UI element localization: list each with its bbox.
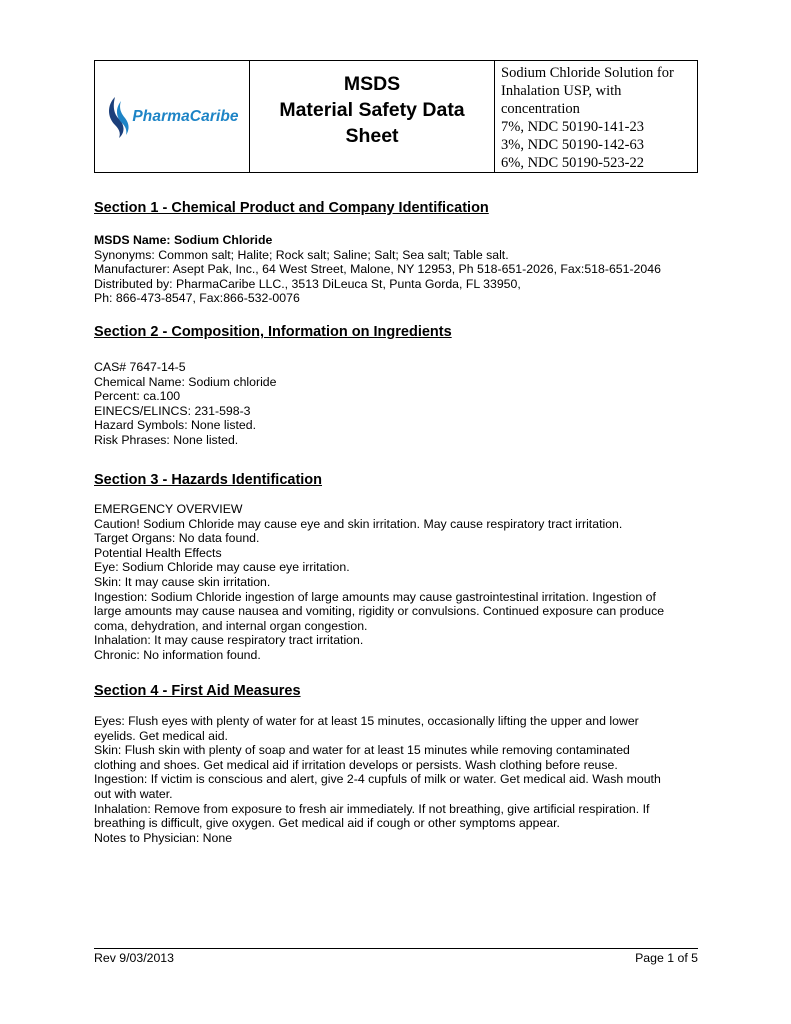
revision-date: Rev 9/03/2013	[94, 951, 174, 965]
logo-text: PharmaCaribe	[132, 107, 239, 125]
section-3-line: Chronic: No information found.	[94, 647, 261, 662]
section-1-body	[94, 233, 704, 306]
product-line: 6%, NDC 50190-523-22	[501, 155, 644, 171]
title-line-2: Material Safety Data	[279, 98, 465, 121]
product-line: Sodium Chloride Solution for	[501, 65, 674, 81]
section-1-line: Distributed by: PharmaCaribe LLC., 3513 DiLeuca St, Punta Gorda, FL 33950,	[94, 276, 521, 291]
section-3-heading: Section 3 - Hazards Identification	[94, 472, 323, 488]
section-3-line: Caution! Sodium Chloride may cause eye and skin irritation. May cause respiratory tract irritation.	[94, 516, 623, 531]
section-1-line: Synonyms: Common salt; Halite; Rock salt; Saline; Salt; Sea salt; Table salt.	[94, 247, 509, 262]
section-4-line: eyelids. Get medical aid.	[94, 728, 228, 743]
page-footer	[94, 948, 698, 965]
section-2-body	[94, 360, 704, 448]
product-cell	[495, 61, 697, 172]
section-1-line: Ph: 866-473-8547, Fax:866-532-0076	[94, 291, 300, 306]
section-3-line: Target Organs: No data found.	[94, 531, 260, 546]
section-2-heading: Section 2 - Composition, Information on Ingredients	[94, 324, 452, 340]
section-1-line: Manufacturer: Asept Pak, Inc., 64 West Street, Malone, NY 12953, Ph 518-651-2026, Fax:518-651-2046	[94, 262, 661, 277]
section-2-line: CAS# 7647-14-5	[94, 360, 186, 374]
section-2-line: Chemical Name: Sodium chloride	[94, 374, 277, 389]
section-3-line: coma, dehydration, and internal organ congestion.	[94, 618, 368, 633]
page-number: Page 1 of 5	[635, 951, 698, 965]
title-line-1: MSDS	[343, 72, 401, 95]
section-3-line: Potential Health Effects	[94, 545, 222, 560]
section-2-line: EINECS/ELINCS: 231-598-3	[94, 403, 251, 418]
section-4-line: Inhalation: Remove from exposure to fresh air immediately. If not breathing, give artificial respiration. If	[94, 801, 650, 816]
product-line: concentration	[501, 101, 580, 117]
section-3-line: Inhalation: It may cause respiratory tract irritation.	[94, 633, 364, 648]
section-4-heading: Section 4 - First Aid Measures	[94, 683, 301, 699]
wave-logo-icon	[105, 95, 131, 139]
product-line: Inhalation USP, with	[501, 83, 622, 99]
msds-name: MSDS Name: Sodium Chloride	[94, 233, 273, 247]
product-line: 3%, NDC 50190-142-63	[501, 137, 644, 153]
logo-cell	[95, 61, 250, 172]
section-3-line: Ingestion: Sodium Chloride ingestion of large amounts may cause gastrointestinal irritation. Ingestion of	[94, 589, 656, 604]
section-3-body	[94, 502, 704, 663]
title-line-3: Sheet	[345, 124, 399, 147]
section-4-line: out with water.	[94, 786, 173, 801]
section-4-line: Skin: Flush skin with plenty of soap and water for at least 15 minutes while removing contaminated	[94, 743, 630, 758]
section-4-line: breathing is difficult, give oxygen. Get medical aid if cough or other symptoms appear.	[94, 816, 560, 831]
section-4-body	[94, 714, 704, 845]
section-2-line: Hazard Symbols: None listed.	[94, 418, 256, 433]
pharmacaribe-logo	[105, 95, 238, 139]
section-2-line: Percent: ca.100	[94, 389, 181, 404]
section-1-heading: Section 1 - Chemical Product and Company Identification	[94, 200, 489, 216]
section-4-line: Eyes: Flush eyes with plenty of water for at least 15 minutes, occasionally lifting the upper and lower	[94, 714, 639, 728]
title-cell	[250, 61, 495, 172]
product-line: 7%, NDC 50190-141-23	[501, 119, 644, 135]
section-4-line: Ingestion: If victim is conscious and alert, give 2-4 cupfuls of milk or water. Get medical aid. Wash mouth	[94, 772, 661, 787]
section-3-line: Skin: It may cause skin irritation.	[94, 574, 271, 589]
section-3-line: Eye: Sodium Chloride may cause eye irritation.	[94, 560, 350, 575]
section-4-line: Notes to Physician: None	[94, 830, 233, 845]
section-2-line: Risk Phrases: None listed.	[94, 432, 239, 447]
section-4-line: clothing and shoes. Get medical aid if irritation develops or persists. Wash clothing before reuse.	[94, 757, 618, 772]
section-3-line: EMERGENCY OVERVIEW	[94, 502, 243, 516]
section-3-line: large amounts may cause nausea and vomiting, rigidity or convulsions. Continued exposure can produce	[94, 604, 665, 619]
header-table	[94, 60, 698, 173]
